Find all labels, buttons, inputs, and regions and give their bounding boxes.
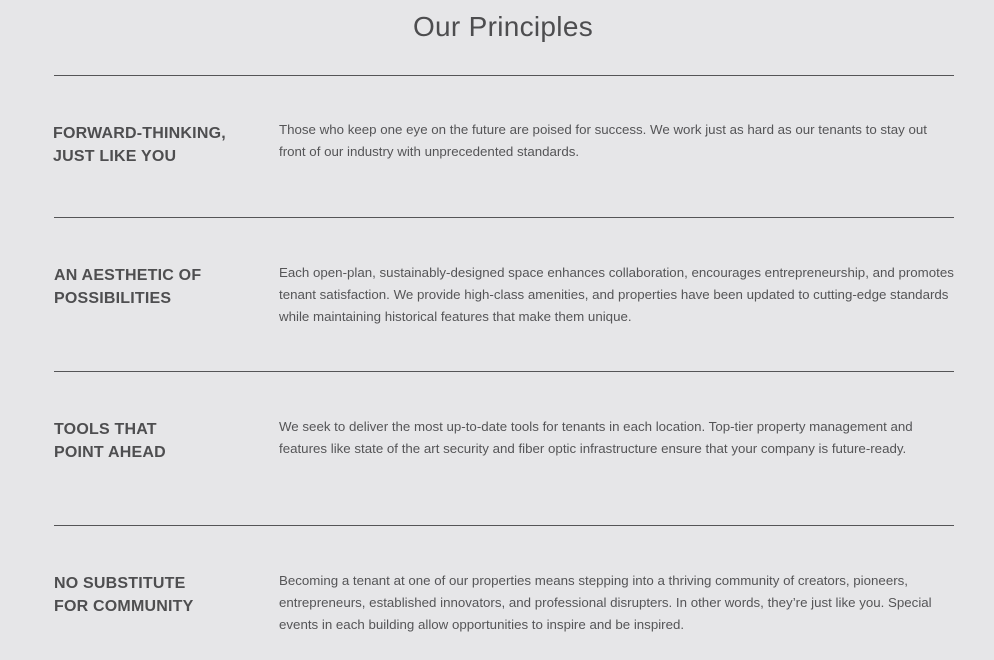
divider [54,75,954,76]
principle-heading-line: POSSIBILITIES [54,290,172,307]
principle-description: Each open-plan, sustainably-designed space enhances collaboration, encourages entrepreneurship, and promotes tenant satisfaction. We provide high-class amenities, and properties have been updated to cutting-edge standards while maintaining historical features that make them unique. [279,265,954,324]
principle-heading [54,264,259,310]
principle-heading [54,572,259,618]
principle-heading [53,122,258,168]
principle-heading-line: FORWARD-THINKING, [53,125,226,142]
principle-heading-line: TOOLS THAT [54,421,157,438]
principle-heading [54,418,259,464]
principle-heading-line: POINT AHEAD [54,444,166,461]
principle-heading-line: FOR COMMUNITY [54,598,194,615]
principle-description: We seek to deliver the most up-to-date tools for tenants in each location. Top-tier property management and features like state of the art security and fiber optic infrastructure ensure that your company is future-ready. [279,419,913,456]
page-title: Our Principles [412,11,594,42]
principle-heading-line: AN AESTHETIC OF [54,267,202,284]
principle-description: Those who keep one eye on the future are poised for success. We work just as hard as our tenants to stay out front of our industry with unprecedented standards. [279,122,927,159]
principle-heading-line: NO SUBSTITUTE [54,575,186,592]
principle-description: Becoming a tenant at one of our properties means stepping into a thriving community of creators, pioneers, entrepreneurs, established innovators, and professional disrupters. In other words, they’re just like you. Special events in each building allow opportunities to inspire and be inspired. [279,573,932,632]
divider [54,371,954,372]
principle-heading-line: JUST LIKE YOU [53,148,177,165]
divider [54,217,954,218]
divider [54,525,954,526]
